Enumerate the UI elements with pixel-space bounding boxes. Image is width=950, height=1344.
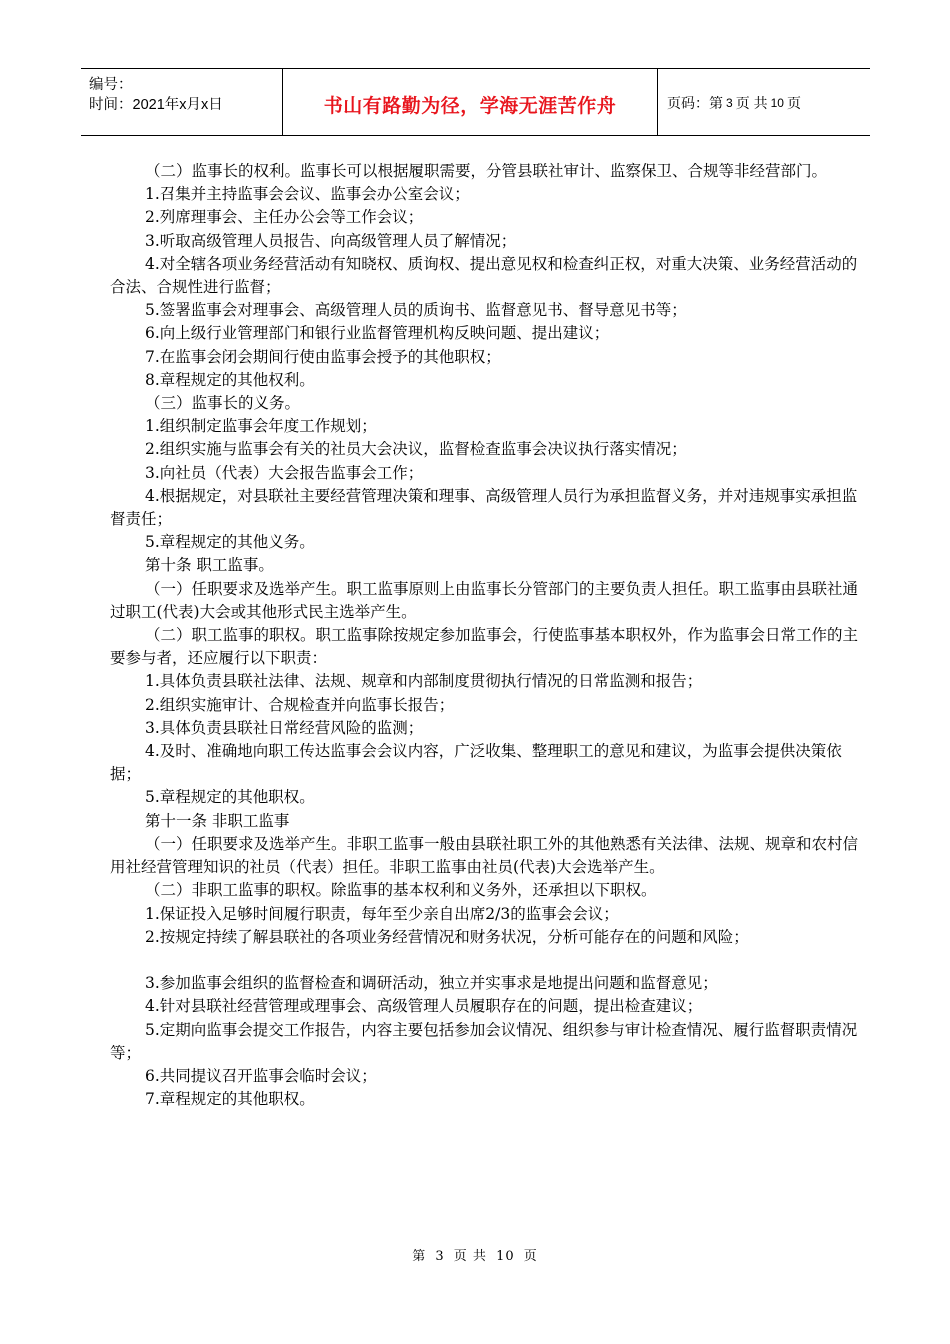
header-page-suffix: 页 [786, 95, 801, 111]
paragraph: 3.听取高级管理人员报告、向高级管理人员了解情况； [145, 231, 517, 250]
footer-middle: 页 共 [453, 1249, 487, 1264]
paragraph: 2.列席理事会、主任办公会等工作会议； [145, 208, 424, 227]
paragraph: 1.具体负责县联社法律、法规、规章和内部制度贯彻执行情况的日常监测和报告； [145, 672, 703, 691]
paragraph: 1.召集并主持监事会会议、监事会办公室会议； [145, 185, 470, 204]
paragraph: 2.组织实施与监事会有关的社员大会决议，监督检查监事会决议执行落实情况； [145, 440, 687, 459]
paragraph: （二）监事长的权利。监事长可以根据履职需要，分管县联社审计、监察保卫、合规等非经营部门。 [145, 162, 828, 180]
header-page-cell [658, 69, 870, 135]
paragraph: 5.章程规定的其他职权。 [145, 788, 315, 807]
header-left-cell [81, 69, 283, 135]
footer-total-pages: 10 [496, 1249, 515, 1264]
paragraph: （三）监事长的义务。 [145, 394, 301, 413]
paragraph: 8.章程规定的其他权利。 [145, 370, 315, 389]
paragraph: 7.章程规定的其他职权。 [145, 1090, 315, 1109]
paragraph: 5.章程规定的其他义务。 [145, 533, 315, 552]
paragraph: 4.及时、准确地向职工传达监事会会议内容，广泛收集、整理职工的意见和建议，为监事会提供决策依据； [110, 742, 842, 784]
paragraph: 1.组织制定监事会年度工作规划； [145, 417, 377, 436]
article-heading: 第十条 职工监事。 [145, 556, 274, 575]
paragraph: 5.定期向监事会提交工作报告，内容主要包括参加会议情况、组织参与审计检查情况、履行监督职责情况等； [110, 1020, 858, 1062]
header-page-current: 3 [726, 96, 733, 110]
footer-prefix: 第 [412, 1249, 427, 1264]
paragraph: 1.保证投入足够时间履行职责，每年至少亲自出席2/3的监事会会议； [145, 904, 619, 923]
header-page-prefix: 页码：第 [667, 95, 723, 111]
paragraph: 4.针对县联社经营管理或理事会、高级管理人员履职存在的问题，提出检查建议； [145, 997, 703, 1016]
paragraph: 4.对全辖各项业务经营活动有知晓权、质询权、提出意见权和检查纠正权，对重大决策、业务经营活动的合法、合规性进行监督； [110, 254, 858, 297]
paragraph: 3.具体负责县联社日常经营风险的监测； [145, 718, 424, 737]
paragraph: 6.共同提议召开监事会临时会议； [145, 1066, 377, 1085]
paragraph: 6.向上级行业管理部门和银行业监督管理机构反映问题、提出建议； [145, 324, 610, 343]
document-body [110, 160, 860, 1111]
document-number-label: 编号： [89, 77, 133, 93]
paragraph: （一）任职要求及选举产生。非职工监事一般由县联社职工外的其他熟悉有关法律、法规、规章和农村信用社经营管理知识的社员（代表）担任。非职工监事由社员(代表)大会选举产生。 [110, 834, 859, 877]
header-motto-cell [283, 69, 658, 135]
paragraph: （二）非职工监事的职权。除监事的基本权利和义务外，还承担以下职权。 [145, 881, 657, 900]
article-heading: 第十一条 非职工监事 [145, 811, 290, 830]
header-motto: 书山有路勤为径，学海无涯苦作舟 [323, 95, 617, 117]
blank-line [110, 949, 860, 972]
paragraph: 4.根据规定，对县联社主要经营管理决策和理事、高级管理人员行为承担监督义务，并对违规事实承担监督责任； [110, 486, 858, 529]
paragraph: 2.按规定持续了解县联社的各项业务经营情况和财务状况，分析可能存在的问题和风险； [145, 927, 749, 946]
header-page-total: 10 [770, 96, 784, 110]
paragraph: 3.向社员（代表）大会报告监事会工作； [145, 463, 424, 482]
document-date-label: 时间：2021年x月x日 [89, 97, 223, 113]
footer-current-page: 3 [435, 1249, 445, 1264]
footer-suffix: 页 [523, 1249, 538, 1264]
paragraph: 7.在监事会闭会期间行使由监事会授予的其他职权； [145, 347, 501, 366]
header-page-middle: 页 共 [735, 95, 768, 111]
paragraph: 3.参加监事会组织的监督检查和调研活动，独立并实事求是地提出问题和监督意见； [145, 974, 718, 993]
paragraph: （二）职工监事的职权。职工监事除按规定参加监事会，行使监事基本职权外，作为监事会日常工作的主要参与者，还应履行以下职责： [110, 626, 859, 668]
paragraph: （一）任职要求及选举产生。职工监事原则上由监事长分管部门的主要负责人担任。职工监事由县联社通过职工(代表)大会或其他形式民主选举产生。 [110, 579, 859, 621]
page-footer [0, 1245, 950, 1264]
paragraph: 5.签署监事会对理事会、高级管理人员的质询书、监督意见书、督导意见书等； [145, 301, 687, 320]
header-table [81, 68, 870, 136]
paragraph: 2.组织实施审计、合规检查并向监事长报告； [145, 695, 455, 714]
